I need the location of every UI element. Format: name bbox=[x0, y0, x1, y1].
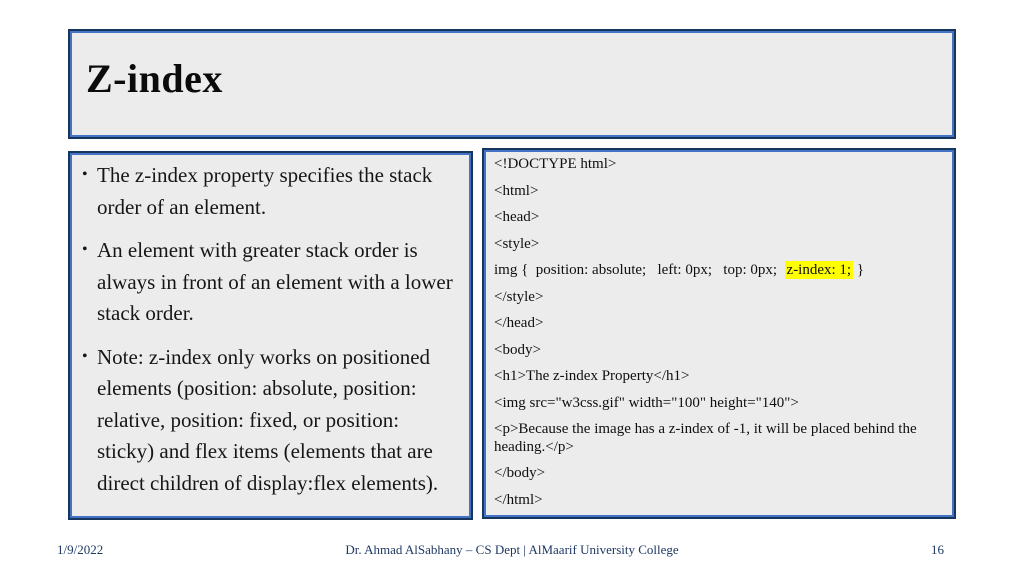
bullet-text: Note: z-index only works on positioned elements (position: absolute, position: relative, position: fixed, or position: sticky) and flex items (elements that are direct children of display:flex elements). bbox=[97, 344, 439, 495]
bullet-item bbox=[82, 235, 461, 330]
z-index-highlight: z-index: 1; bbox=[786, 262, 852, 278]
code-segment: } bbox=[853, 262, 865, 278]
code-block bbox=[486, 152, 952, 509]
bullet-marker-icon: • bbox=[82, 241, 88, 258]
code-line-img-rule bbox=[494, 262, 944, 280]
code-line: <img src="w3css.gif" width="100" height="140"> bbox=[494, 394, 799, 411]
code-line: </body> bbox=[494, 465, 546, 481]
bullet-item bbox=[82, 160, 461, 223]
bullet-panel-inner bbox=[70, 153, 471, 518]
page-title: Z-index bbox=[86, 55, 223, 101]
footer-date: 1/9/2022 bbox=[57, 542, 104, 557]
bullet-text: An element with greater stack order is always in front of an element with a lower stack order. bbox=[97, 238, 453, 325]
code-line: <body> bbox=[494, 341, 541, 358]
code-line: <h1>The z-index Property</h1> bbox=[494, 368, 690, 384]
bullet-list bbox=[72, 155, 469, 499]
bullet-panel bbox=[68, 151, 473, 520]
code-line: </head> bbox=[494, 315, 544, 331]
code-line: <!DOCTYPE html> bbox=[494, 156, 617, 172]
code-line: </html> bbox=[494, 491, 543, 508]
code-line: <head> bbox=[494, 209, 540, 225]
bullet-item bbox=[82, 342, 461, 500]
title-box-inner bbox=[70, 31, 954, 137]
title-box bbox=[68, 29, 956, 139]
code-segment: img { position: absolute; left: 0px; top: 0px; bbox=[494, 262, 785, 278]
footer-credit: Dr. Ahmad AlSabhany – CS Dept | AlMaarif University College bbox=[345, 542, 679, 557]
code-line: <style> bbox=[494, 235, 540, 252]
bullet-marker-icon: • bbox=[82, 166, 88, 183]
code-line: <p>Because the image has a z-index of -1, it will be placed behind the heading.</p> bbox=[494, 421, 921, 455]
code-panel-inner bbox=[484, 150, 954, 517]
footer-page-number: 16 bbox=[931, 542, 944, 557]
bullet-marker-icon: • bbox=[82, 347, 88, 365]
bullet-text: The z-index property specifies the stack order of an element. bbox=[97, 163, 433, 219]
code-line: <html> bbox=[494, 182, 539, 199]
code-line: </style> bbox=[494, 288, 544, 305]
code-panel bbox=[482, 148, 956, 519]
